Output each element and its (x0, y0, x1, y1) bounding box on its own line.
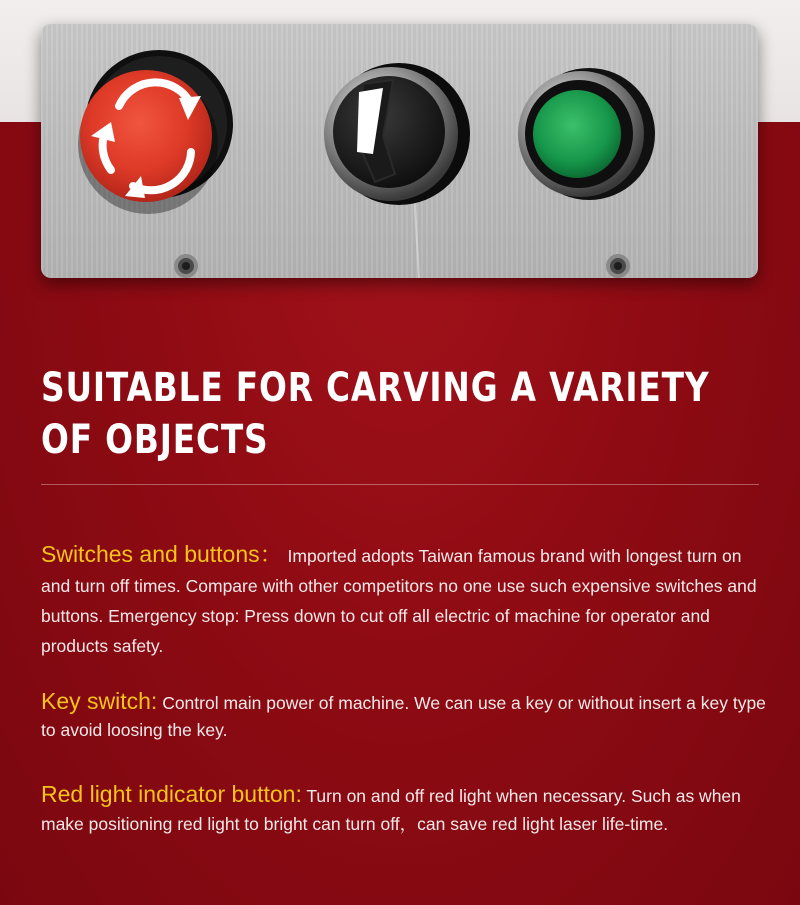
emergency-stop-button-icon (78, 50, 233, 214)
green-push-button-icon (518, 68, 655, 200)
page-title-line-1: SUITABLE FOR CARVING A VARIETY (41, 365, 710, 411)
page-title-line-2: OF OBJECTS (41, 417, 269, 463)
key-selector-switch-icon (324, 63, 470, 205)
divider (41, 484, 759, 485)
feature-description: Imported adopts Taiwan famous brand with longest turn on and turn off times. Compare with other competitors no one use such expensive switches and buttons. Emergency stop: Press down to cut off all electric of machine for operator and products safety. (41, 546, 757, 656)
control-panel-photo (41, 24, 758, 278)
feature-description: Control main power of machine. We can use a key or without insert a key type to avoid loosing the key. (41, 693, 766, 740)
feature-title: Key switch: (41, 688, 158, 714)
feature-title: Switches and buttons： (41, 541, 283, 567)
panel-screw-icon (606, 254, 630, 278)
feature-description: Turn on and off red light when necessary. Such as when make positioning red light to bright can turn off，can save red light laser life-time. (41, 786, 741, 834)
feature-switches-and-buttons (41, 539, 766, 661)
page-title (41, 362, 746, 466)
feature-title: Red light indicator button: (41, 781, 302, 807)
feature-key-switch (41, 688, 766, 744)
feature-red-light-indicator (41, 780, 766, 838)
panel-screw-icon (174, 254, 198, 278)
